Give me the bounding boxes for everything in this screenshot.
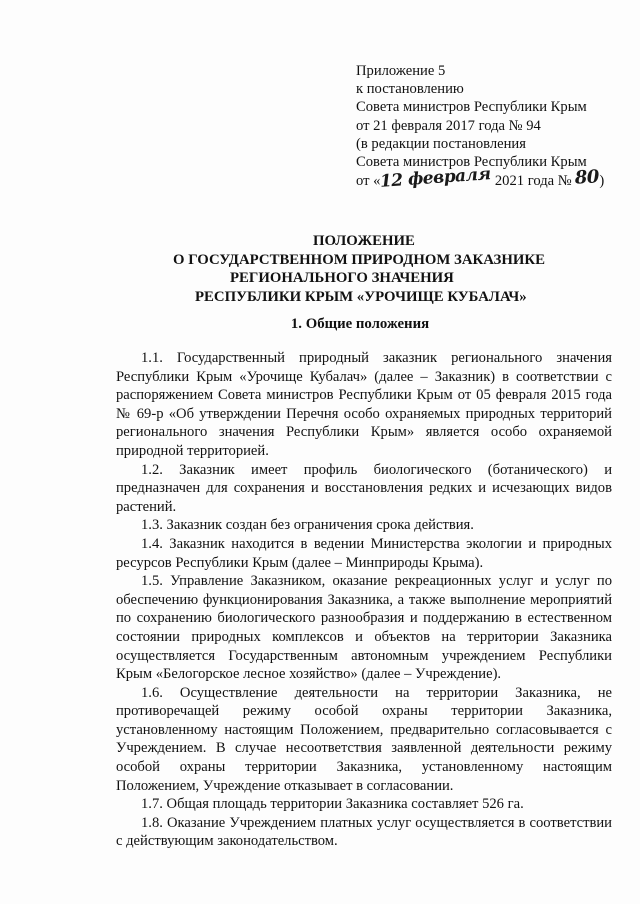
paragraph-1-2: 1.2. Заказник имеет профиль биологического (ботанического) и предназначен для сохранения и восстановления редких и исчезающих видов растений.: [116, 461, 612, 515]
title-line-2: О ГОСУДАРСТВЕННОМ ПРИРОДНОМ ЗАКАЗНИКЕ: [173, 251, 545, 268]
appendix-line-1: Приложение 5: [356, 63, 446, 79]
paragraph-1-3: 1.3. Заказник создан без ограничения срока действия.: [141, 517, 474, 534]
handwritten-number: 80: [574, 166, 600, 189]
paragraph-1-6: 1.6. Осуществление деятельности на территории Заказника, не противоречащей режиму особой охраны территории Заказника, установленному настоящим Положением, предварительно согласовывается с Учреждением. В случае несоответствия заявленной деятельности режиму особой охраны территории Заказника, установленному настоящим Положением, Учреждение отказывает в согласовании.: [116, 684, 612, 794]
appendix-year-number: 2021 года №: [494, 173, 572, 190]
appendix-line-6: Совета министров Республики Крым: [356, 154, 587, 171]
paragraph-1-4: 1.4. Заказник находится в ведении Министерства экологии и природных ресурсов Республики Крым (далее – Минприроды Крыма).: [116, 535, 612, 571]
appendix-suffix: ): [599, 173, 605, 190]
title-line-4: РЕСПУБЛИКИ КРЫМ «УРОЧИЩЕ КУБАЛАЧ»: [195, 288, 527, 305]
paragraph-1-8: 1.8. Оказание Учреждением платных услуг осуществляется в соответствии с действующим законодательством.: [116, 814, 612, 850]
title-line-3: РЕГИОНАЛЬНОГО ЗНАЧЕНИЯ: [230, 270, 454, 286]
appendix-line-2: к постановлению: [356, 81, 464, 98]
handwritten-date: 12 февраля: [379, 164, 492, 193]
title-line-1: ПОЛОЖЕНИЕ: [313, 233, 415, 249]
appendix-line-3: Совета министров Республики Крым: [356, 99, 587, 116]
section-heading: 1. Общие положения: [290, 316, 430, 332]
paragraph-1-1: 1.1. Государственный природный заказник регионального значения Республики Крым «Урочище Кубалач» (далее – Заказник) в соответствии с распоряжением Совета министров Республики Крым от 05 февраля 2015 года № 69-р «Об утверждении Перечня особо охраняемых природных территорий регионального значения Республики Крым» является особо охраняемой природной территорией.: [116, 350, 612, 459]
paragraph-1-7: 1.7. Общая площадь территории Заказника составляет 526 га.: [141, 796, 524, 813]
appendix-line-5: (в редакции постановления: [356, 135, 526, 152]
appendix-block: [356, 62, 626, 193]
appendix-line-7: [356, 164, 626, 193]
section-body: [116, 349, 612, 851]
appendix-line-4: от 21 февраля 2017 года № 94: [356, 117, 541, 134]
paragraph-1-5: 1.5. Управление Заказником, оказание рекреационных услуг и услуг по обеспечению функционирования Заказника, а также выполнение мероприятий по сохранению биологического разнообразия и поддержанию в естественном состоянии природных комплексов и объектов на территории Заказника осуществляется Государственным автономным учреждением Республики Крым «Белогорское лесное хозяйство» (далее – Учреждение).: [116, 573, 612, 683]
appendix-date-prefix: от «: [356, 173, 381, 190]
